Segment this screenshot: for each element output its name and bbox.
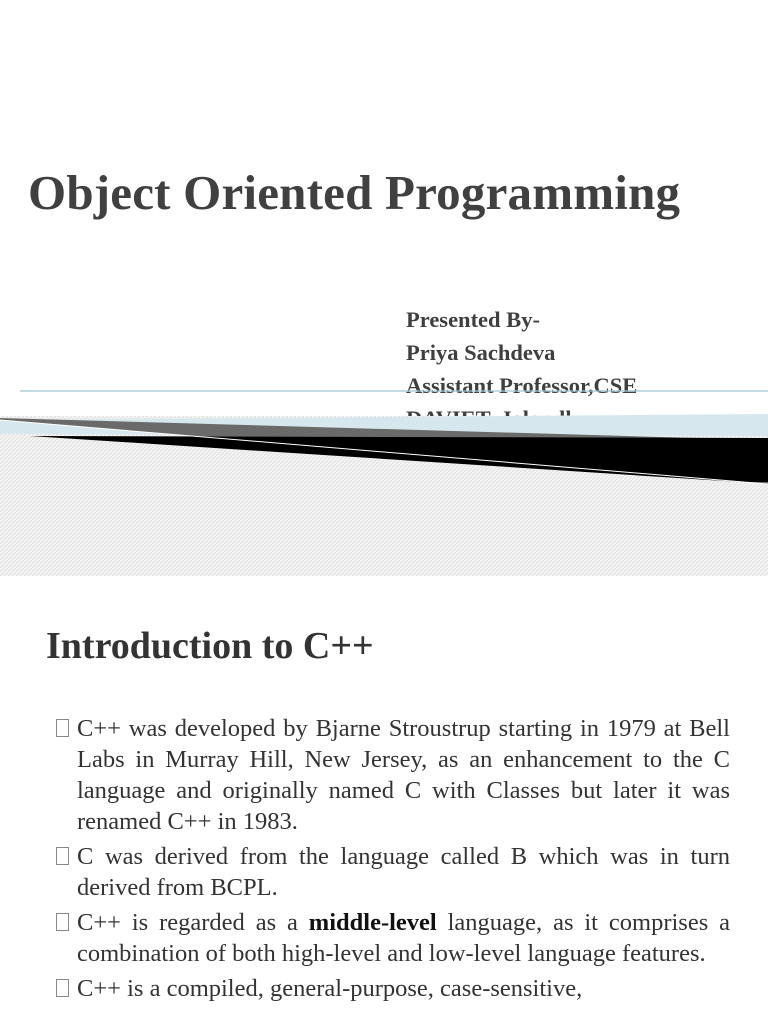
- presenter-label: Presented By-: [406, 307, 540, 332]
- bullet-item: C++ was developed by Bjarne Stroustrup starting in 1979 at Bell Labs in Murray Hill, New Jersey, as an enhancement to the C language and originally named C with Classes but later it was renamed C++ in 1983.: [56, 713, 730, 837]
- bullet-marker-icon: [56, 979, 69, 997]
- slide-2-title: Introduction to C++: [46, 625, 374, 667]
- bullet-item: C++ is regarded as a middle-level language, as it comprises a combination of both high-level and low-level language features.: [56, 907, 730, 969]
- decorative-band: [0, 380, 768, 576]
- bullet-marker-icon: [56, 913, 69, 931]
- bullet-item: C++ is a compiled, general-purpose, case-sensitive,: [56, 973, 730, 1004]
- presenter-designation: Assistant Professor,CSE: [406, 373, 638, 398]
- bullet-list: [56, 713, 730, 1008]
- bullet-item: C was derived from the language called B which was in turn derived from BCPL.: [56, 841, 730, 903]
- presenter-name: Priya Sachdeva: [406, 340, 556, 365]
- slide-1-title: Object Oriented Programming: [28, 165, 681, 220]
- emphasis-text: middle-level: [308, 909, 437, 936]
- slide-2: [0, 576, 768, 1024]
- bullet-marker-icon: [56, 847, 69, 865]
- bullet-marker-icon: [56, 719, 69, 737]
